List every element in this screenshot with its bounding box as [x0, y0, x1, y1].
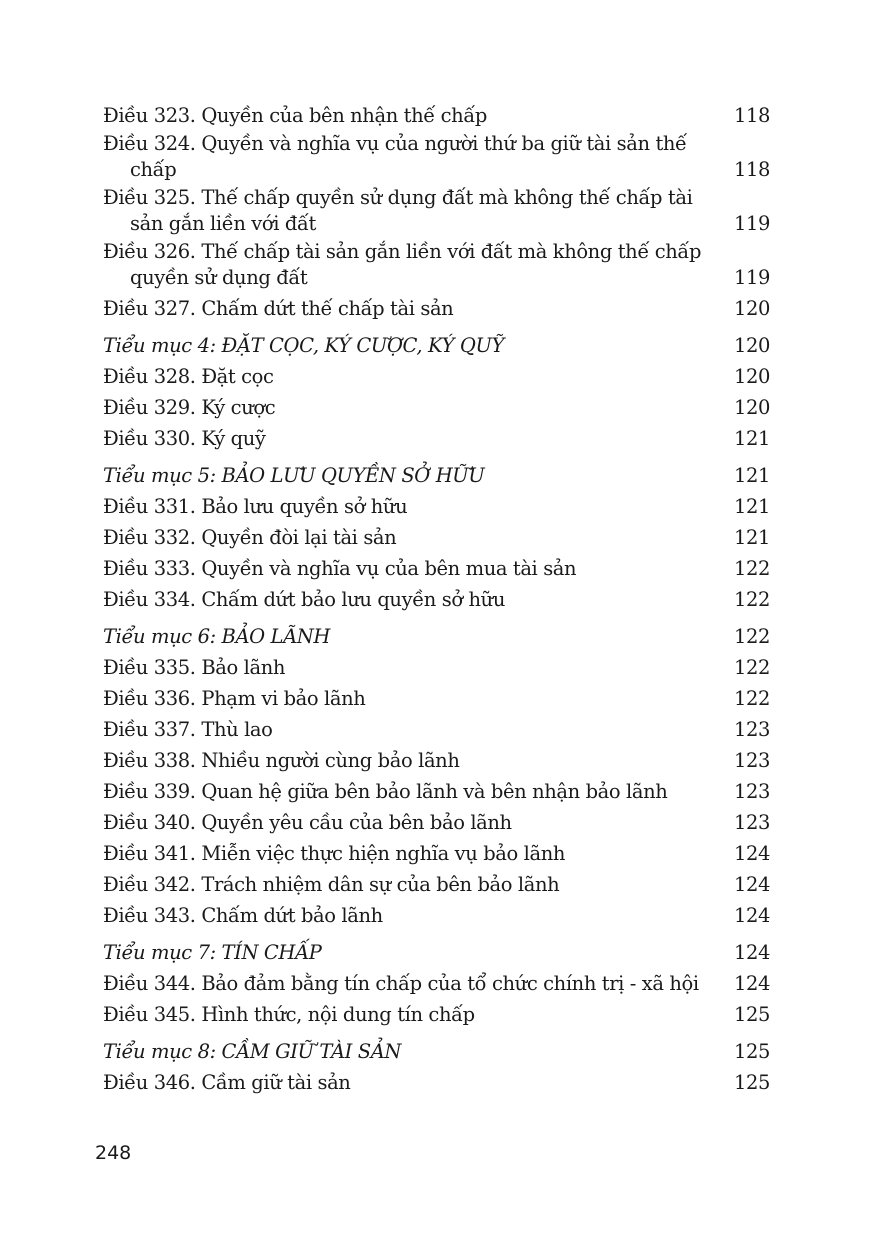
toc-entry-page: 118	[733, 104, 770, 127]
toc-entry-title: Điều 331. Bảo lưu quyền sở hữu	[103, 495, 408, 518]
toc-entry-title: Tiểu mục 6: BẢO LÃNH	[103, 625, 331, 648]
toc-entry-title: Điều 345. Hình thức, nội dung tín chấp	[103, 1003, 475, 1026]
toc-entry-page: 123	[733, 749, 770, 772]
toc-entry-title: Điều 333. Quyền và nghĩa vụ của bên mua tài sản	[103, 557, 577, 580]
toc-entry-page: 122	[733, 656, 770, 679]
toc-section-heading	[103, 1034, 770, 1065]
toc-entry	[103, 237, 770, 291]
toc-section-heading	[103, 935, 770, 966]
toc-entry-page: 123	[733, 718, 770, 741]
toc-entry-title: Điều 324. Quyền và nghĩa vụ của người thứ ba giữ tài sản thế chấp	[103, 132, 687, 181]
toc-entry	[103, 390, 770, 421]
toc-entry-page: 122	[733, 557, 770, 580]
toc-entry-page: 121	[733, 427, 770, 450]
toc-entry-title: Điều 327. Chấm dứt thế chấp tài sản	[103, 297, 454, 320]
toc-entry	[103, 359, 770, 390]
toc-entry	[103, 489, 770, 520]
toc-entry-title: Điều 339. Quan hệ giữa bên bảo lãnh và bên nhận bảo lãnh	[103, 780, 668, 803]
toc-entry	[103, 997, 770, 1028]
toc-entry-title: Điều 344. Bảo đảm bằng tín chấp của tổ chức chính trị - xã hội	[103, 972, 699, 995]
toc-entry-page: 123	[733, 811, 770, 834]
toc-entry	[103, 650, 770, 681]
toc-entry-title: Tiểu mục 5: BẢO LƯU QUYỀN SỞ HỮU	[103, 464, 485, 487]
toc-entry	[103, 520, 770, 551]
toc-section-heading	[103, 328, 770, 359]
toc-entry-page: 120	[733, 297, 770, 320]
toc-entry	[103, 129, 770, 183]
toc-section-heading	[103, 619, 770, 650]
toc-entry	[103, 582, 770, 613]
toc-entry	[103, 966, 770, 997]
toc-entry-page: 124	[733, 904, 770, 927]
toc-entry-title: Điều 338. Nhiều người cùng bảo lãnh	[103, 749, 460, 772]
toc-entry-page: 120	[733, 334, 770, 357]
toc-entry-title: Điều 326. Thế chấp tài sản gắn liền với đất mà không thế chấp quyền sử dụng đất	[103, 240, 702, 289]
toc-entry-title: Điều 330. Ký quỹ	[103, 427, 266, 450]
table-of-contents	[103, 98, 770, 1096]
toc-entry-page: 123	[733, 780, 770, 803]
toc-entry-page: 121	[733, 495, 770, 518]
toc-entry-title: Tiểu mục 4: ĐẶT CỌC, KÝ CƯỢC, KÝ QUỸ	[103, 334, 504, 357]
toc-entry	[103, 712, 770, 743]
toc-entry	[103, 743, 770, 774]
toc-entry	[103, 1065, 770, 1096]
toc-entry-title: Điều 323. Quyền của bên nhận thế chấp	[103, 104, 487, 127]
toc-entry-page: 119	[733, 212, 770, 235]
toc-entry-page: 120	[733, 396, 770, 419]
toc-section-heading	[103, 458, 770, 489]
toc-entry-title: Điều 336. Phạm vi bảo lãnh	[103, 687, 366, 710]
toc-entry-page: 124	[733, 972, 770, 995]
toc-entry	[103, 183, 770, 237]
toc-entry-page: 122	[733, 588, 770, 611]
toc-entry-title: Điều 325. Thế chấp quyền sử dụng đất mà không thế chấp tài sản gắn liền với đất	[103, 186, 693, 235]
toc-entry-title: Điều 334. Chấm dứt bảo lưu quyền sở hữu	[103, 588, 505, 611]
toc-entry-page: 122	[733, 687, 770, 710]
toc-entry-title: Điều 332. Quyền đòi lại tài sản	[103, 526, 397, 549]
toc-entry-page: 121	[733, 526, 770, 549]
toc-entry-page: 124	[733, 842, 770, 865]
toc-entry-title: Điều 340. Quyền yêu cầu của bên bảo lãnh	[103, 811, 512, 834]
toc-entry	[103, 551, 770, 582]
toc-entry	[103, 291, 770, 322]
toc-entry	[103, 98, 770, 129]
toc-entry-page: 120	[733, 365, 770, 388]
toc-entry-title: Điều 328. Đặt cọc	[103, 365, 274, 388]
toc-entry	[103, 681, 770, 712]
toc-entry-page: 125	[733, 1003, 770, 1026]
toc-entry-page: 119	[733, 266, 770, 289]
toc-entry	[103, 867, 770, 898]
toc-entry-title: Điều 342. Trách nhiệm dân sự của bên bảo lãnh	[103, 873, 560, 896]
toc-entry-title: Điều 337. Thù lao	[103, 718, 273, 741]
toc-entry-title: Tiểu mục 8: CẦM GIỮ TÀI SẢN	[103, 1040, 402, 1063]
page-number: 248	[95, 1142, 132, 1164]
toc-entry-page: 125	[733, 1071, 770, 1094]
toc-entry	[103, 421, 770, 452]
toc-entry-page: 124	[733, 941, 770, 964]
toc-entry-title: Điều 346. Cầm giữ tài sản	[103, 1071, 351, 1094]
toc-entry-page: 122	[733, 625, 770, 648]
toc-entry	[103, 805, 770, 836]
toc-entry-page: 125	[733, 1040, 770, 1063]
toc-entry	[103, 836, 770, 867]
toc-entry-title: Điều 329. Ký cược	[103, 396, 276, 419]
toc-entry-title: Điều 343. Chấm dứt bảo lãnh	[103, 904, 383, 927]
toc-entry-page: 124	[733, 873, 770, 896]
toc-entry	[103, 898, 770, 929]
toc-entry	[103, 774, 770, 805]
toc-entry-title: Điều 341. Miễn việc thực hiện nghĩa vụ bảo lãnh	[103, 842, 566, 865]
toc-entry-title: Tiểu mục 7: TÍN CHẤP	[103, 941, 322, 964]
toc-entry-page: 118	[733, 158, 770, 181]
toc-entry-title: Điều 335. Bảo lãnh	[103, 656, 286, 679]
toc-entry-page: 121	[733, 464, 770, 487]
